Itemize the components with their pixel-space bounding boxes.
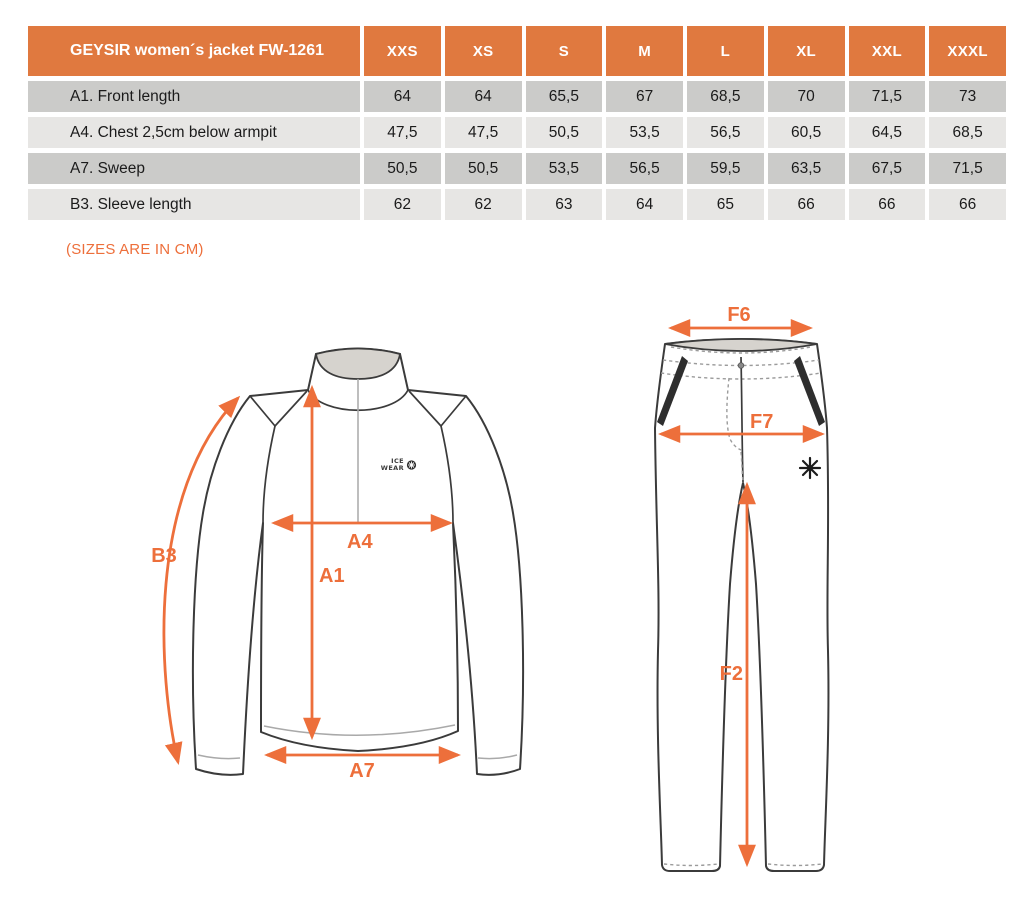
table-cell: 64 — [445, 81, 522, 112]
waist-button — [738, 363, 744, 369]
pants-diagram — [655, 304, 828, 871]
table-cell: 56,5 — [606, 153, 683, 184]
table-cell: 50,5 — [445, 153, 522, 184]
table-cell: 71,5 — [849, 81, 926, 112]
table-cell: 71,5 — [929, 153, 1006, 184]
table-cell: 73 — [929, 81, 1006, 112]
column-header-xl: XL — [768, 26, 845, 76]
table-cell: 62 — [445, 189, 522, 220]
table-cell: 50,5 — [526, 117, 603, 148]
table-cell: 68,5 — [687, 81, 764, 112]
column-header-xxxl: XXXL — [929, 26, 1006, 76]
table-cell: 59,5 — [687, 153, 764, 184]
table-cell: 63,5 — [768, 153, 845, 184]
table-cell: 50,5 — [364, 153, 441, 184]
column-header-xxl: XXL — [849, 26, 926, 76]
table-cell: 53,5 — [606, 117, 683, 148]
column-header-xs: XS — [445, 26, 522, 76]
b3-label: B3 — [151, 545, 177, 567]
table-cell: 63 — [526, 189, 603, 220]
table-cell: 67 — [606, 81, 683, 112]
logo-snowflake-icon — [408, 462, 415, 469]
table-cell: 70 — [768, 81, 845, 112]
table-cell: 66 — [849, 189, 926, 220]
column-header-xxs: XXS — [364, 26, 441, 76]
table-cell: 47,5 — [445, 117, 522, 148]
table-cell: 60,5 — [768, 117, 845, 148]
table-cell: 65,5 — [526, 81, 603, 112]
column-header-m: M — [606, 26, 683, 76]
column-header-s: S — [526, 26, 603, 76]
a1-label: A1 — [319, 565, 345, 587]
row-label-chest: A4. Chest 2,5cm below armpit — [28, 117, 360, 148]
logo-text-line2: WEAR — [380, 464, 404, 472]
size-guide-page — [0, 26, 1034, 917]
a7-label: A7 — [349, 760, 375, 782]
table-cell: 64,5 — [849, 117, 926, 148]
snowflake-icon — [800, 458, 820, 478]
table-cell: 62 — [364, 189, 441, 220]
f7-label: F7 — [750, 411, 774, 433]
row-label-sleeve-length: B3. Sleeve length — [28, 189, 360, 220]
units-note: (SIZES ARE IN CM) — [66, 241, 204, 258]
row-label-front-length: A1. Front length — [28, 81, 360, 112]
jacket-diagram — [151, 349, 523, 783]
table-cell: 56,5 — [687, 117, 764, 148]
row-label-sweep: A7. Sweep — [28, 153, 360, 184]
table-title: GEYSIR women´s jacket FW-1261 — [28, 26, 360, 76]
table-cell: 64 — [606, 189, 683, 220]
table-cell: 67,5 — [849, 153, 926, 184]
f6-label: F6 — [727, 304, 751, 326]
table-cell: 53,5 — [526, 153, 603, 184]
table-cell: 68,5 — [929, 117, 1006, 148]
garment-diagrams — [0, 26, 1034, 917]
table-cell: 66 — [929, 189, 1006, 220]
table-cell: 65 — [687, 189, 764, 220]
a4-label: A4 — [347, 531, 373, 553]
f2-label: F2 — [719, 663, 743, 685]
logo-text-line1: ICE — [391, 457, 404, 465]
table-cell: 47,5 — [364, 117, 441, 148]
table-cell: 64 — [364, 81, 441, 112]
table-cell: 66 — [768, 189, 845, 220]
column-header-l: L — [687, 26, 764, 76]
